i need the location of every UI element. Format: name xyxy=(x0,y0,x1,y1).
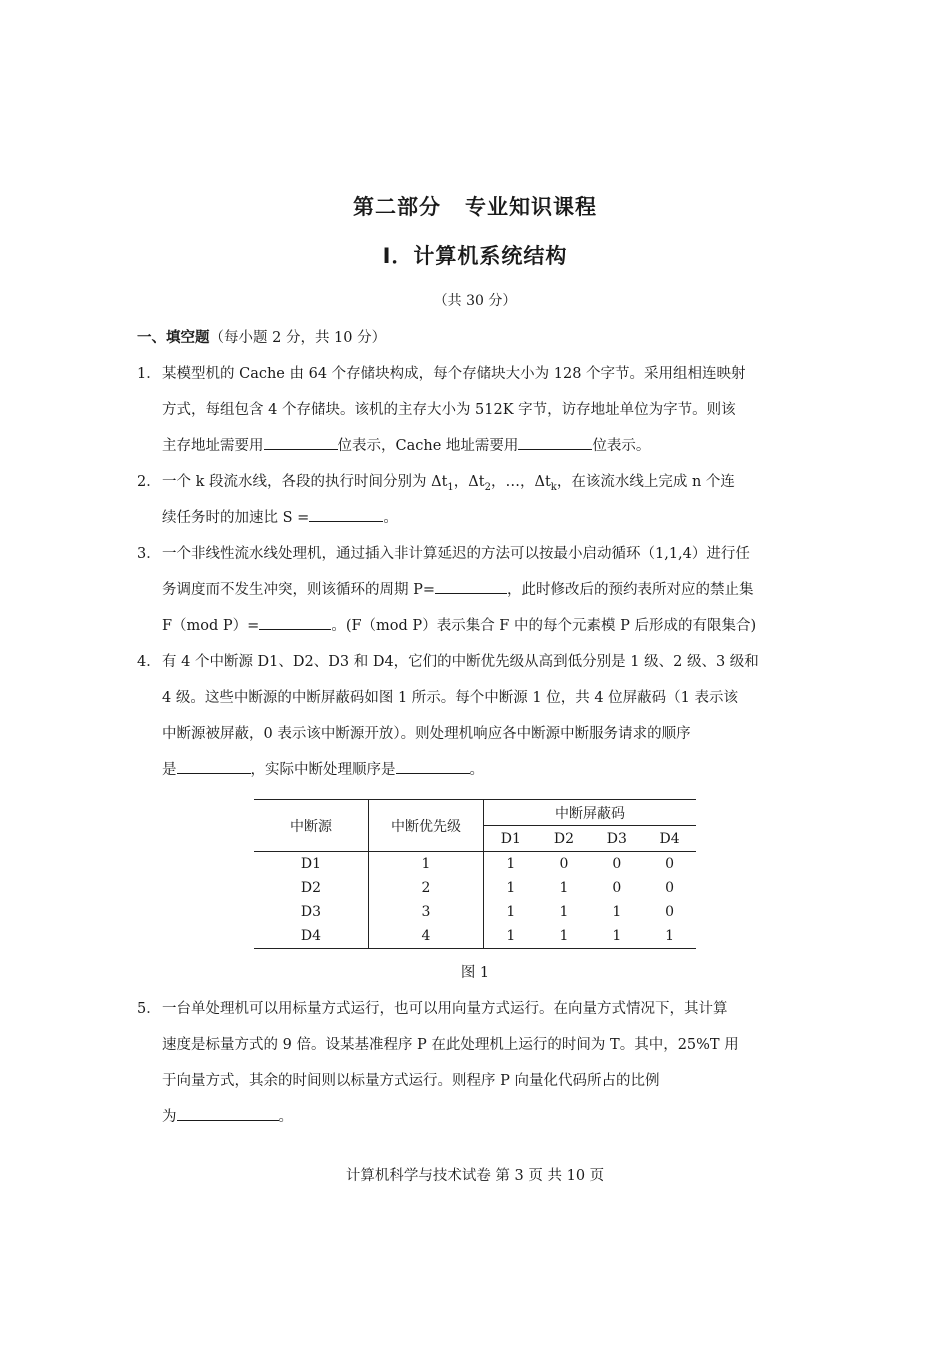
table-row xyxy=(254,924,696,949)
cell-mask: 1 xyxy=(506,904,516,920)
section-heading-title: 一、填空题 xyxy=(137,330,210,346)
q4-line4-a: 是 xyxy=(162,762,177,778)
total-score: （共 30 分） xyxy=(433,293,517,309)
table-row xyxy=(254,876,696,900)
q2-number: 2． xyxy=(137,474,161,490)
q5-line3: 于向量方式，其余的时间则以标量方式运行。则程序 P 向量化代码所占的比例 xyxy=(162,1073,660,1089)
cell-mask: 0 xyxy=(559,856,569,872)
q3-line2-a: 务调度而不发生冲突，则该循环的周期 P= xyxy=(162,582,436,598)
q3-line3-b: 。(F（mod P）表示集合 F 中的每个元素模 P 后形成的有限集合) xyxy=(331,618,757,634)
q2-sub-1: 1 xyxy=(447,481,454,493)
cell-mask: 1 xyxy=(665,928,675,944)
cell-source: D2 xyxy=(254,876,369,900)
cell-priority: 4 xyxy=(369,924,484,949)
table-row xyxy=(254,900,696,924)
q1-line2: 方式，每组包含 4 个存储块。该机的主存大小为 512K 字节，访存地址单位为字节。则该 xyxy=(162,402,736,418)
q1-line3-c: 位表示。 xyxy=(592,438,651,454)
header-mask: 中断屏蔽码 xyxy=(484,800,697,826)
cell-source: D3 xyxy=(254,900,369,924)
q2-sub-k: k xyxy=(550,481,557,493)
q3-line2 xyxy=(162,578,754,599)
cell-mask: 0 xyxy=(665,904,675,920)
cell-mask: 0 xyxy=(612,856,622,872)
q1-number: 1． xyxy=(137,366,161,382)
figure-caption: 图 1 xyxy=(460,965,490,981)
cell-source: D4 xyxy=(254,924,369,949)
q5-line1: 一台单处理机可以用标量方式运行，也可以用向量方式运行。在向量方式情况下，其计算 xyxy=(162,1001,728,1017)
table-header-row xyxy=(254,800,696,826)
q4-line3: 中断源被屏蔽，0 表示该中断源开放）。则处理机响应各中断源中断服务请求的顺序 xyxy=(162,726,691,742)
cell-mask: 0 xyxy=(612,880,622,896)
cell-mask: 1 xyxy=(559,880,569,896)
q5-blank[interactable] xyxy=(177,1106,279,1121)
header-priority: 中断优先级 xyxy=(369,800,484,852)
q3-line3 xyxy=(162,614,756,635)
section-heading xyxy=(137,326,386,347)
q4-line4-b: ，实际中断处理顺序是 xyxy=(250,762,396,778)
q2-line1-d: ，在该流水线上完成 n 个连 xyxy=(556,474,735,490)
q2-line2-a: 续任务时的加速比 S = xyxy=(162,510,310,526)
q2-line2 xyxy=(162,506,398,527)
part-title-b: 专业知识课程 xyxy=(465,195,597,219)
cell-mask: 1 xyxy=(506,856,516,872)
q5-number: 5． xyxy=(137,1001,161,1017)
header-mask-d4: D4 xyxy=(643,826,696,852)
cell-priority: 1 xyxy=(369,852,484,877)
q4-line1: 有 4 个中断源 D1、D2、D3 和 D4，它们的中断优先级从高到低分别是 1 级、2 级、3 级和 xyxy=(162,654,759,670)
page-footer: 计算机科学与技术试卷 第 3 页 共 10 页 xyxy=(345,1168,605,1184)
table-row xyxy=(254,852,696,877)
q3-blank-2[interactable] xyxy=(259,615,331,630)
q2-line2-b: 。 xyxy=(383,510,398,526)
q4-blank-1[interactable] xyxy=(177,759,251,774)
q1-blank-2[interactable] xyxy=(518,435,592,450)
cell-mask: 1 xyxy=(559,928,569,944)
q5-line2: 速度是标量方式的 9 倍。设某基准程序 P 在此处理机上运行的时间为 T。其中，25%T 用 xyxy=(162,1037,739,1053)
q1-line3 xyxy=(162,434,650,455)
header-mask-d2: D2 xyxy=(538,826,591,852)
q3-line3-a: F（mod P）= xyxy=(162,618,260,634)
q1-line3-a: 主存地址需要用 xyxy=(162,438,264,454)
cell-mask: 1 xyxy=(612,928,622,944)
q5-line4 xyxy=(162,1105,293,1126)
q3-line2-b: ，此时修改后的预约表所对应的禁止集 xyxy=(507,582,754,598)
q1-line1: 某模型机的 Cache 由 64 个存储块构成，每个存储块大小为 128 个字节。采用组相连映射 xyxy=(162,366,746,382)
cell-mask: 1 xyxy=(506,880,516,896)
cell-mask: 1 xyxy=(559,904,569,920)
q3-line1: 一个非线性流水线处理机，通过插入非计算延迟的方法可以按最小启动循环（1,1,4）进行任 xyxy=(162,546,750,562)
q4-line2: 4 级。这些中断源的中断屏蔽码如图 1 所示。每个中断源 1 位，共 4 位屏蔽码（1 表示该 xyxy=(162,690,738,706)
header-source: 中断源 xyxy=(254,800,369,852)
q4-line4-c: 。 xyxy=(469,762,484,778)
q2-line1-a: 一个 k 段流水线，各段的执行时间分别为 Δt xyxy=(162,474,448,490)
cell-priority: 3 xyxy=(369,900,484,924)
header-mask-d3: D3 xyxy=(590,826,643,852)
q5-line4-a: 为 xyxy=(162,1109,177,1125)
interrupt-mask-table xyxy=(254,799,696,949)
cell-priority: 2 xyxy=(369,876,484,900)
q3-blank-1[interactable] xyxy=(435,579,507,594)
cell-mask: 0 xyxy=(665,856,675,872)
q2-blank[interactable] xyxy=(309,507,383,522)
section-heading-note: （每小题 2 分，共 10 分） xyxy=(209,330,387,346)
q2-sub-2: 2 xyxy=(484,481,491,493)
q3-number: 3． xyxy=(137,546,161,562)
q1-blank-1[interactable] xyxy=(264,435,338,450)
part-title-a: 第二部分 xyxy=(353,195,441,219)
q4-line4 xyxy=(162,758,484,779)
header-mask-d1: D1 xyxy=(484,826,538,852)
q2-line1-b: ，Δt xyxy=(453,474,485,490)
cell-source: D1 xyxy=(254,852,369,877)
q2-line1-c: ，…，Δt xyxy=(490,474,551,490)
q4-blank-2[interactable] xyxy=(396,759,470,774)
q2-line1 xyxy=(162,470,735,493)
q5-line4-b: 。 xyxy=(278,1109,293,1125)
part-title xyxy=(0,191,950,221)
q4-number: 4． xyxy=(137,654,161,670)
q1-line3-b: 位表示，Cache 地址需要用 xyxy=(337,438,519,454)
cell-mask: 0 xyxy=(665,880,675,896)
section-title: Ⅰ．计算机系统结构 xyxy=(382,244,568,268)
cell-mask: 1 xyxy=(506,928,516,944)
cell-mask: 1 xyxy=(612,904,622,920)
